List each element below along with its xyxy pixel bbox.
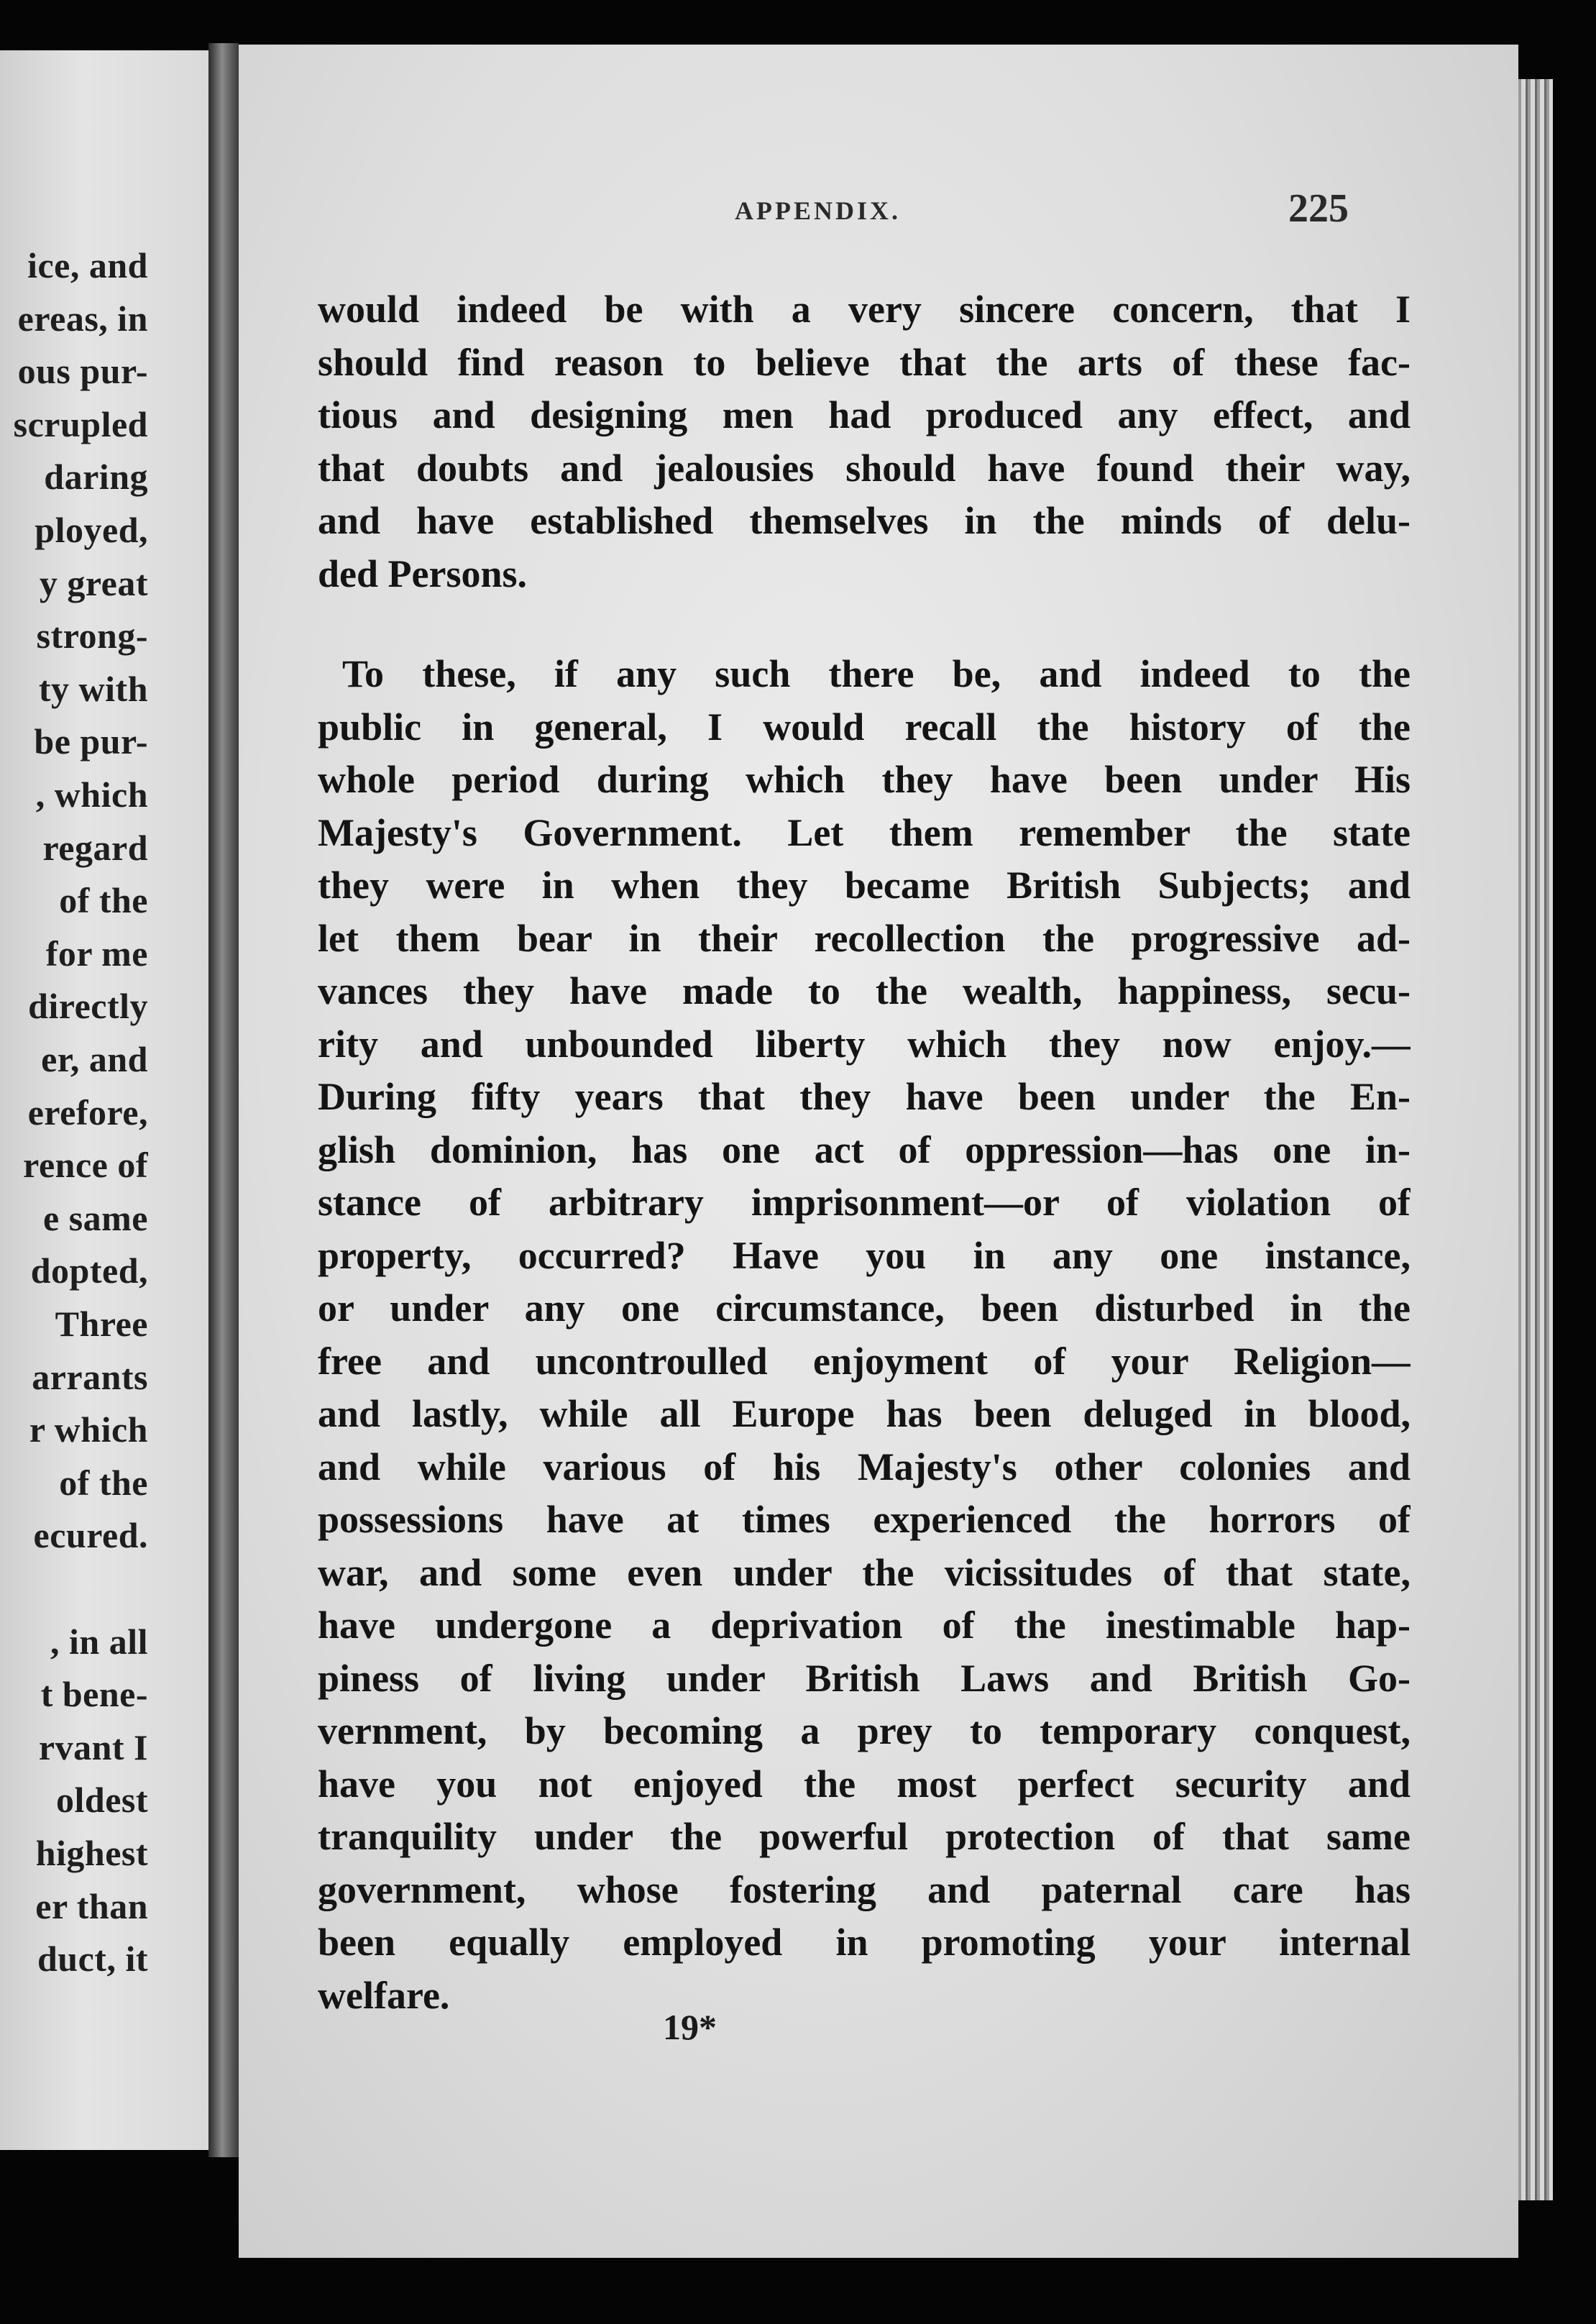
- text-line: tranquility under the powerful protection of that same: [318, 1815, 1411, 1858]
- right-page: [239, 45, 1518, 2258]
- left-page-line: ecured.: [33, 1515, 148, 1556]
- text-line: would indeed be with a very sincere concern, that I: [318, 288, 1411, 331]
- text-line: have you not enjoyed the most perfect security and: [318, 1762, 1411, 1806]
- left-page-line: regard: [42, 827, 148, 868]
- left-page-line: be pur-: [34, 721, 148, 762]
- left-page-line: rence of: [23, 1145, 148, 1186]
- left-page-line: r which: [29, 1409, 148, 1450]
- text-line: and while various of his Majesty's other colonies and: [318, 1445, 1411, 1488]
- text-line: they were in when they became British Subjects; and: [318, 864, 1411, 907]
- text-line: should find reason to believe that the arts of these fac-: [318, 340, 1411, 384]
- body-text: [318, 283, 1411, 2022]
- left-page-line: erefore,: [27, 1092, 148, 1133]
- left-page-line: y great: [39, 562, 148, 603]
- left-page-line: of the: [59, 880, 148, 921]
- left-page-fragment: [0, 50, 208, 2150]
- page-number: 225: [1288, 186, 1349, 231]
- text-line: possessions have at times experienced the horrors of: [318, 1498, 1411, 1541]
- left-page-line: directly: [28, 986, 148, 1027]
- text-line: let them bear in their recollection the progressive ad-: [318, 916, 1411, 960]
- left-page-line: t bene-: [40, 1674, 148, 1715]
- left-page-line: e same: [43, 1197, 148, 1238]
- text-line: During fifty years that they have been under the En-: [318, 1075, 1411, 1118]
- text-line: free and uncontroulled enjoyment of your Religion—: [318, 1339, 1411, 1383]
- left-page-line: ereas, in: [17, 298, 148, 339]
- left-page-line: arrants: [32, 1356, 148, 1397]
- text-line: vernment, by becoming a prey to temporary conquest,: [318, 1709, 1411, 1752]
- text-line: public in general, I would recall the history of the: [318, 705, 1411, 749]
- left-page-line: ty with: [38, 668, 148, 709]
- text-line: rity and unbounded liberty which they now enjoy.—: [318, 1022, 1411, 1066]
- left-page-line: strong-: [36, 616, 148, 657]
- left-page-line: dopted,: [30, 1250, 148, 1291]
- left-page-line: duct, it: [37, 1939, 148, 1980]
- text-line: welfare.: [318, 1973, 450, 2017]
- text-line: property, occurred? Have you in any one instance,: [318, 1233, 1411, 1277]
- text-line: whole period during which they have been under His: [318, 758, 1411, 801]
- signature-mark: 19*: [663, 2007, 717, 2047]
- paragraph: [318, 648, 1411, 2022]
- text-line: government, whose fostering and paternal care has: [318, 1867, 1411, 1911]
- left-page-line: daring: [44, 457, 148, 498]
- text-line: vances they have made to the wealth, happiness, secu-: [318, 969, 1411, 1012]
- left-page-line: er, and: [41, 1039, 148, 1079]
- left-page-line: ous pur-: [17, 351, 148, 392]
- left-page-line: rvant I: [38, 1726, 148, 1767]
- book-gutter: [208, 43, 239, 2157]
- left-page-line: ice, and: [27, 245, 148, 285]
- text-line: tious and designing men had produced any effect, and: [318, 393, 1411, 436]
- text-line: piness of living under British Laws and British Go-: [318, 1656, 1411, 1700]
- text-line: and lastly, while all Europe has been deluged in blood,: [318, 1392, 1411, 1435]
- left-page-line: ployed,: [35, 510, 148, 550]
- left-page-line: oldest: [56, 1780, 148, 1821]
- left-page-line: , in all: [50, 1621, 148, 1662]
- text-line: or under any one circumstance, been disturbed in the: [318, 1286, 1411, 1330]
- text-line: glish dominion, has one act of oppression—has one in-: [318, 1127, 1411, 1171]
- left-page-line: highest: [35, 1833, 148, 1873]
- text-line: war, and some even under the vicissitudes of that state,: [318, 1550, 1411, 1594]
- text-line: that doubts and jealousies should have found their way,: [318, 446, 1411, 490]
- text-line: To these, if any such there be, and indeed to the: [342, 652, 1411, 695]
- text-line: have undergone a deprivation of the inestimable hap-: [318, 1604, 1411, 1647]
- left-page-line: Three: [55, 1304, 148, 1344]
- left-page-line: of the: [59, 1462, 148, 1503]
- paragraph: [318, 283, 1411, 600]
- left-page-line: scrupled: [13, 403, 148, 444]
- left-page-line: , which: [35, 774, 148, 815]
- left-page-line: er than: [35, 1885, 148, 1926]
- text-line: and have established themselves in the minds of delu-: [318, 499, 1411, 542]
- text-line: Majesty's Government. Let them remember the state: [318, 810, 1411, 854]
- page-edge: [1518, 79, 1553, 2200]
- text-line: been equally employed in promoting your internal: [318, 1921, 1411, 1964]
- text-line: stance of arbitrary imprisonment—or of violation of: [318, 1181, 1411, 1224]
- left-page-line: for me: [45, 933, 148, 974]
- text-line: ded Persons.: [318, 552, 528, 595]
- running-head: APPENDIX.: [735, 196, 901, 225]
